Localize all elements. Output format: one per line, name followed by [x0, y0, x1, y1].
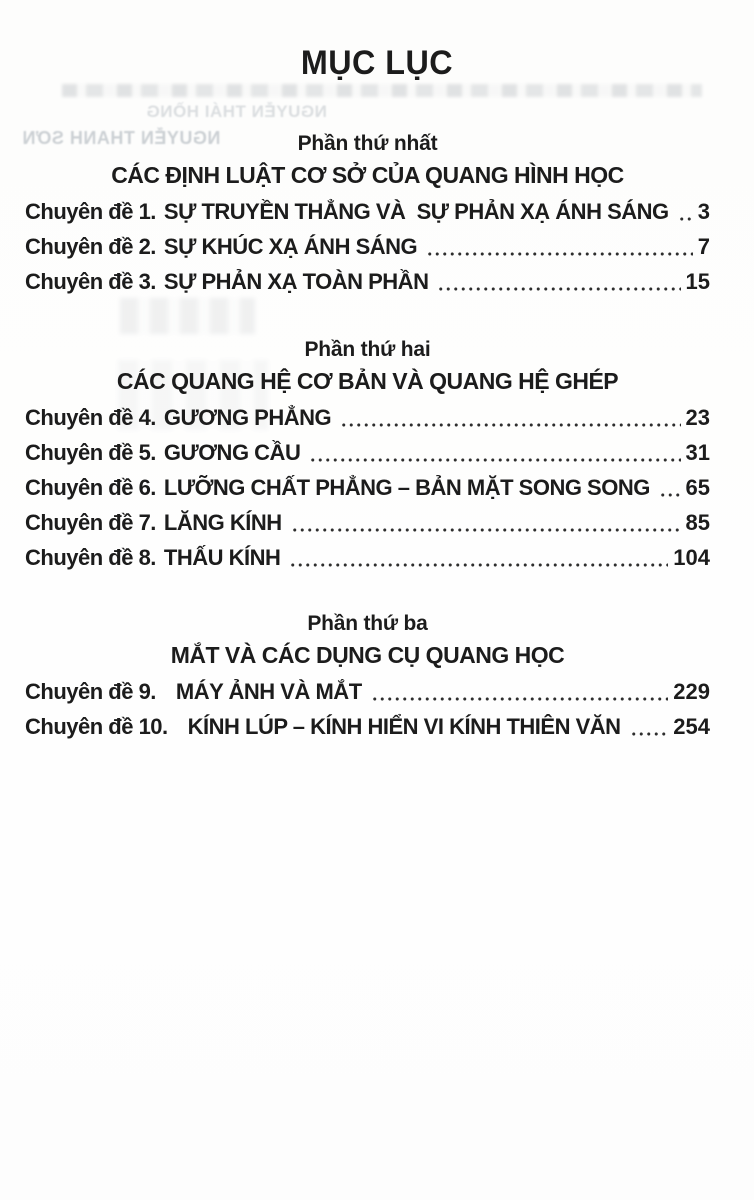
toc-entry [25, 505, 710, 540]
toc-entry [25, 540, 710, 575]
dot-leader [437, 287, 680, 291]
dot-leader [291, 528, 681, 532]
entry-title: LƯỠNG CHẤT PHẲNG – BẢN MẶT SONG SONG [163, 475, 650, 500]
toc-section-3 [25, 610, 710, 744]
part-label: Phần thứ nhất [297, 132, 438, 155]
entry-title: SỰ TRUYỀN THẲNG VÀ SỰ PHẢN XẠ ÁNH SÁNG [163, 199, 669, 224]
toc-entry [25, 435, 710, 470]
entry-page-number: 254 [673, 714, 710, 739]
entry-page-number: 31 [685, 440, 710, 465]
entry-page-number: 65 [685, 475, 710, 500]
bleed-through-author-1: NGUYỄN THÁI HỒNG [146, 102, 327, 121]
entry-page-number: 85 [685, 510, 710, 535]
entry-title: GƯƠNG PHẲNG [163, 405, 332, 430]
dot-leader [678, 217, 693, 221]
entry-prefix: Chuyên đề 6. [25, 475, 156, 500]
toc-entry [25, 194, 710, 229]
bleed-through-patch-1 [120, 298, 255, 334]
section-heading: CÁC ĐỊNH LUẬT CƠ SỞ CỦA QUANG HÌNH HỌC [111, 162, 624, 188]
dot-leader [340, 423, 680, 427]
dot-leader [659, 493, 681, 497]
entry-page-number: 23 [685, 405, 710, 430]
entry-page-number: 229 [673, 679, 710, 704]
entry-page-number: 3 [697, 199, 710, 224]
toc-section-1 [25, 130, 710, 299]
entry-page-number: 104 [673, 545, 710, 570]
entry-prefix: Chuyên đề 4. [25, 405, 156, 430]
dot-leader [426, 252, 693, 256]
entry-prefix: Chuyên đề 1. [25, 199, 156, 224]
dot-leader [630, 732, 669, 736]
entry-title: SỰ PHẢN XẠ TOÀN PHẦN [163, 269, 429, 294]
entry-prefix: Chuyên đề 2. [25, 234, 156, 259]
dot-leader [289, 563, 668, 567]
entry-prefix: Chuyên đề 7. [25, 510, 156, 535]
entry-page-number: 7 [697, 234, 710, 259]
toc-entry [25, 229, 710, 264]
part-label: Phần thứ hai [304, 338, 431, 361]
bleed-through-author-2: NGUYỄN THANH SƠN [22, 128, 221, 148]
entry-prefix: Chuyên đề 8. [25, 545, 156, 570]
entry-prefix: Chuyên đề 9. [25, 679, 156, 704]
toc-entry [25, 674, 710, 709]
entry-prefix: Chuyên đề 3. [25, 269, 156, 294]
entry-prefix: Chuyên đề 10. [25, 714, 168, 739]
entry-title: THẤU KÍNH [163, 545, 281, 570]
entry-title: SỰ KHÚC XẠ ÁNH SÁNG [163, 234, 418, 259]
dot-leader [371, 697, 669, 701]
bleed-through-smudge-top [62, 84, 702, 97]
entry-title: MÁY ẢNH VÀ MẮT [175, 679, 362, 704]
toc-entry [25, 709, 710, 744]
toc-entry [25, 264, 710, 299]
toc-section-2 [25, 336, 710, 575]
entry-page-number: 15 [685, 269, 710, 294]
part-label: Phần thứ ba [307, 612, 428, 635]
entry-title: KÍNH LÚP – KÍNH HIỂN VI KÍNH THIÊN VĂN [187, 714, 621, 739]
toc-entry [25, 470, 710, 505]
entry-title: GƯƠNG CẦU [163, 440, 301, 465]
entry-prefix: Chuyên đề 5. [25, 440, 156, 465]
toc-entry [25, 400, 710, 435]
entry-title: LĂNG KÍNH [163, 510, 282, 535]
page-title: MỤC LỤC [300, 44, 454, 82]
dot-leader [309, 458, 680, 462]
section-heading: CÁC QUANG HỆ CƠ BẢN VÀ QUANG HỆ GHÉP [116, 368, 619, 394]
section-heading: MẮT VÀ CÁC DỤNG CỤ QUANG HỌC [170, 642, 565, 668]
